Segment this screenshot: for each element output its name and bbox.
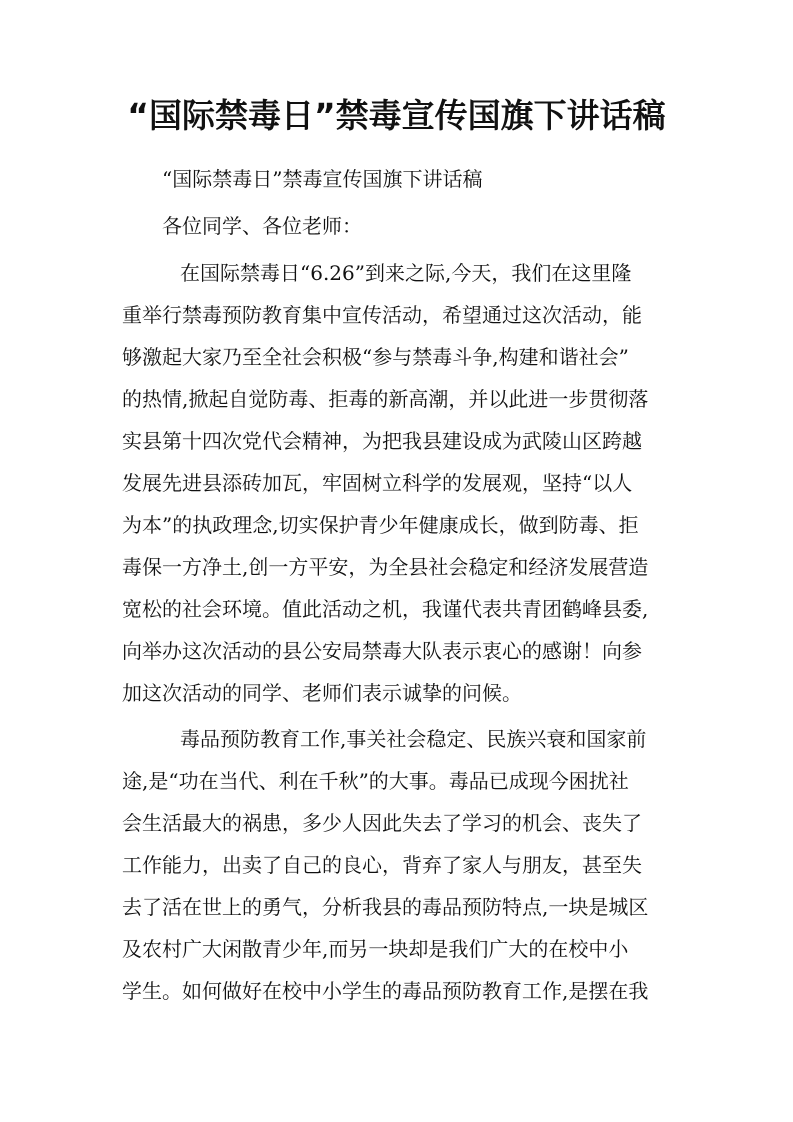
salutation: 各位同学、各位老师： [162, 214, 362, 238]
text-line: 工作能力，出卖了自己的良心，背弃了家人与朋友，甚至失 [122, 853, 642, 877]
text-line: 去了活在世上的勇气，分析我县的毒品预防特点,一块是城区 [122, 895, 649, 919]
text-line: 实县第十四次党代会精神，为把我县建设成为武陵山区跨越 [122, 429, 642, 453]
text-line: 在国际禁毒日“6.26”到来之际,今天，我们在这里隆 [180, 261, 632, 285]
document-title: “国际禁毒日”禁毒宣传国旗下讲话稿 [127, 96, 666, 135]
text-line: 加这次活动的同学、老师们表示诚挚的问候。 [122, 681, 522, 705]
paragraph-1 [122, 252, 674, 714]
document-subtitle: “国际禁毒日”禁毒宣传国旗下讲话稿 [162, 167, 483, 191]
text-line: 重举行禁毒预防教育集中宣传活动，希望通过这次活动，能 [122, 303, 642, 327]
text-line: 发展先进县添砖加瓦，牢固树立科学的发展观，坚持“以人 [122, 471, 633, 495]
text-line: 会生活最大的祸患，多少人因此失去了学习的机会、丧失了 [122, 811, 642, 835]
text-line: 毒保一方净土,创一方平安，为全县社会稳定和经济发展营造 [122, 555, 649, 579]
paragraph-2 [122, 718, 674, 1012]
text-line: 的热情,掀起自觉防毒、拒毒的新高潮，并以此进一步贯彻落 [122, 387, 649, 411]
text-line: 及农村广大闲散青少年,而另一块却是我们广大的在校中小 [122, 937, 629, 961]
text-line: 宽松的社会环境。值此活动之机，我谨代表共青团鹤峰县委, [122, 597, 649, 621]
text-line: 途,是“功在当代、利在千秋”的大事。毒品已成现今困扰社 [122, 769, 629, 793]
text-line: 够激起大家乃至全社会积极“参与禁毒斗争,构建和谐社会” [122, 345, 629, 369]
text-line: 向举办这次活动的县公安局禁毒大队表示衷心的感谢！向参 [122, 639, 642, 663]
text-line: 学生。如何做好在校中小学生的毒品预防教育工作,是摆在我 [122, 979, 649, 1003]
text-line: 毒品预防教育工作,事关社会稳定、民族兴衰和国家前 [180, 727, 647, 751]
text-line: 为本”的执政理念,切实保护青少年健康成长，做到防毒、拒 [122, 513, 639, 537]
